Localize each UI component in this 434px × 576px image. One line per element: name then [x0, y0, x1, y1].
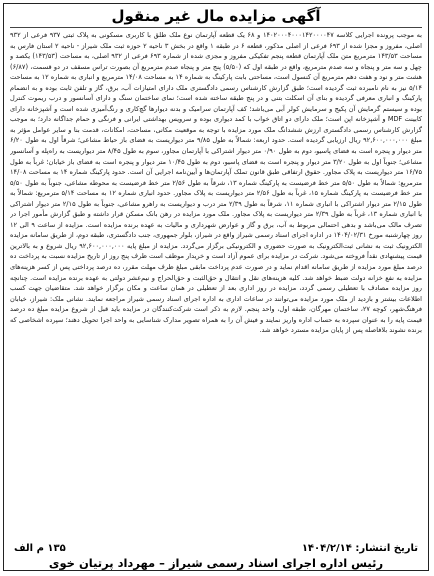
auction-notice: [3, 3, 429, 571]
publication-fee: ۱۳۵ م الف: [14, 543, 66, 554]
signature-line: رئیس اداره اجرای اسناد رسمی شیراز – مهرداد پرتیان خوی: [48, 556, 384, 570]
notice-body: به موجب پرونده اجرایی کلاسه ۱۴۰۲۰۰۰۴۰۰۰۱۴۲۰۰۰۰۴۷ و ۶۸ یک قطعه آپارتمان نوع ملک طلق با کاربری مسکونی به پلاک ثبتی ۹۳۷ فرعی از ۹۳۲ اصلی، مفروز و مجزا شده از ۶۹۳ فرعی از اصلی مذکور، قطعه ۶ در طبقه ۱ واقع در بخش ۳ ناحیه ۲ حوزه ثبت ملک شیراز - ناحیه ۲ استان فارس به مساحت ۱۴۳/۵۳ مترمربع متن ملک آپارتمان قطعه پنجم تفکیکی مفروز و مجزی شده از شماره ۶۹۳ فرعی از ۹۳۲ اصلی، به مساحت (۱۴۳/۵۳) یکصد و چهل و سه متر و پنجاه و سه صدم مترمربع، واقع در طبقه اول که (۵/۵۰) پنج متر و پنجاه صدم مترمربع آن بصورت تراس مسقف در دو قسمت، (۶/۸۷) هشت متر و نود و هفت دهم مترمربع آن کنسول است، مساحتی بابت پارکینگ به شماره ۱۴ به مساحت ۱۴/۰۸ مترمربع و انباری به شماره ۱۲ به مساحت ۵/۱۴ نیز به نام نامبرده ثبت گردیده است؛ طبق گزارش کارشناس رسمی دادگستری ملک دارای امتیازات آب، برق، گاز و تلفن ثابت بوده و به انضمام پارکینگ و انباری معرفی گردیده و بنای آن اسکلت بتنی و در پنج طبقه ساخته شده است؛ نمای ساختمان سنگ و دارای آسانسور و درب ریموت کنترل بوده و سیستم گرمایش آن پکیج و سرمایش کولر آبی می‌باشد؛ کف آپارتمان سرامیک و بدنه دیوارها گچ‌کاری و رنگ‌آمیزی شده است و آشپزخانه دارای کابینت MDF و آشپزخانه اپن است؛ ملک دارای دو اتاق خواب با کمد دیواری بوده و سرویس بهداشتی ایرانی و فرنگی و حمام جداگانه دارد؛ به موجب گزارش کارشناس رسمی دادگستری ارزش ششدانگ ملک مورد مزایده با توجه به موقعیت مکانی، مساحت، امکانات، قدمت بنا و سایر عوامل مؤثر به مبلغ ۹۲,۶۰۰,۰۰۰,۰۰۰ ریال ارزیابی گردیده است. حدود اربعه: شمالاً به طول ۹/۸۵ متر دیواریست به فضای باز حیاط مشاعی؛ شرقاً اول به طول ۶/۲۰ متر دیوار و پنجره است به فضای پاسیو، دوم به طول ۰/۹۰ متر دیوار اشتراکی با آپارتمان مجاور، سوم به طول ۸/۴۵ متر دیواریست به راه‌پله و آسانسور مشاعی؛ جنوباً اول به طول ۳/۲۰ متر دیوار و پنجره است به فضای پاسیو، دوم به طول ۱۰/۴۵ متر دیوار و پنجره است به فضای باز خیابان؛ غرباً به طول ۱۶/۷۵ متر دیواریست به پلاک مجاور. حقوق ارتفاقی طبق قانون تملک آپارتمان‌ها و آیین‌نامه اجرایی آن است. حدود پارکینگ شماره ۱۴ به مساحت ۱۴/۰۸ مترمربع: شمالاً به طول ۵/۵۰ متر خط فرضیست به پارکینگ شماره ۱۳، شرقاً به طول ۲/۵۶ متر خط فرضیست به محوطه مشاعی، جنوباً به طول ۵/۵۰ متر خط فرضیست به پارکینگ شماره ۱۵، غرباً به طول ۲/۵۶ متر دیواریست به پلاک مجاور. حدود انباری شماره ۱۲ به مساحت ۵/۱۴ مترمربع: شمالاً به طول ۲/۱۵ متر دیوار اشتراکی با انباری شماره ۱۱، شرقاً به طول ۲/۳۹ متر درب و دیواریست به راهرو مشاعی، جنوباً به طول ۲/۱۵ متر دیوار اشتراکی با انباری شماره ۱۳، غرباً به طول ۲/۳۹ متر دیواریست به پلاک مجاور. ملک مورد مزایده در رهن بانک مسکن قرار داشته و طبق گزارش مأمور اجرا در تصرف مالک می‌باشد و بدهی احتمالی مربوط به آب، برق و گاز و عوارض شهرداری و مالیات به عهده برنده مزایده است. مزایده از ساعت ۹ الی ۱۲ روز چهارشنبه مورخ ۱۴۰۴/۰۲/۳۱ در اداره اجرای اسناد رسمی شیراز واقع در شیراز، بلوار جمهوری، جنب دادگستری، طبقه دوم، از طریق سامانه مزایده الکترونیک ثبت به نشانی ثبت‌الکترونیک به صورت حضوری و الکترونیکی برگزار می‌گردد. مزایده از مبلغ پایه ۹۲,۶۰۰,۰۰۰,۰۰۰ ریال شروع و به بالاترین قیمت پیشنهادی نقداً فروخته می‌شود. شرکت در مزایده برای عموم آزاد است و خریدار موظف است ظرف پنج روز از تاریخ مزایده نسبت به پرداخت ده درصد مبلغ مورد مزایده از طریق سامانه اقدام نماید و در صورت عدم پرداخت مابقی مبلغ ظرف مهلت مقرر، ده درصد پرداختی پس از کسر هزینه‌های مزایده به نفع خزانه دولت ضبط خواهد شد. کلیه هزینه‌های نقل و انتقال و حق‌الثبت و حق‌الحراج و نیم‌عشر دولتی به عهده برنده مزایده است. چنانچه روز مزایده مصادف با تعطیلی رسمی گردد، مزایده در روز اداری بعد از تعطیلی در همان ساعت و مکان برگزار خواهد شد. متقاضیان جهت کسب اطلاعات بیشتر و بازدید از ملک مورد مزایده می‌توانند در ساعات اداری به اداره اجرای اسناد رسمی شیراز مراجعه نمایند. نشانی ملک: شیراز، خیابان فرهنگ‌شهر، کوچه ۲۷، ساختمان مهرگان، طبقه اول، واحد پنجم. لازم به ذکر است شرکت‌کنندگان در مزایده باید قبل از شروع مزایده مبلغ ده درصد قیمت پایه را به عنوان سپرده به حساب اداره واریز نمایند و فیش آن را به همراه تصویر مدارک شناسایی به واحد اجرا تحویل دهند؛ سپرده اشخاصی که برنده نشوند بلافاصله پس از پایان مزایده مسترد خواهد شد.: [10, 31, 422, 335]
publication-date: تاریخ انتشار: ۱۴۰۴/۲/۱۴: [301, 543, 418, 554]
notice-title: آگهی مزایده مال غیر منقول: [111, 7, 321, 25]
title-divider: [10, 27, 422, 28]
